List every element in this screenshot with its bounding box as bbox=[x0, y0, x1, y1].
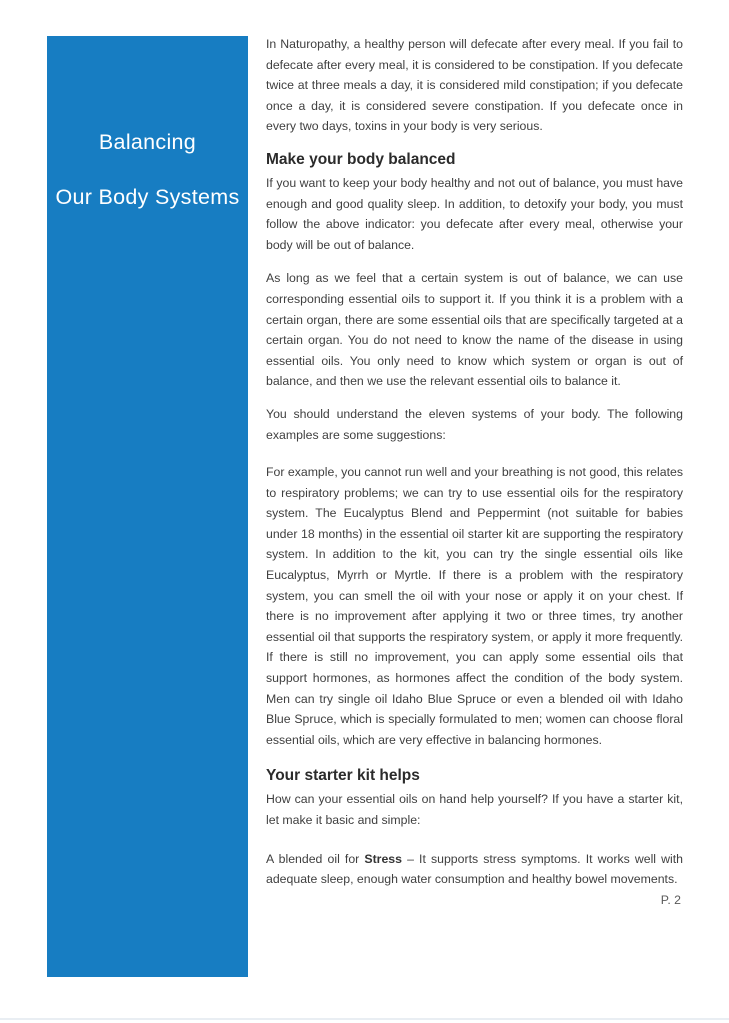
paragraph-respiratory-example: For example, you cannot run well and your breathing is not good, this relates to respiratory problems; we can try to use essential oils for the respiratory system. The Eucalyptus Blend and Peppermint (not suitable for babies under 18 months) in the essential oil starter kit are supporting the respiratory system. In addition to the kit, you can try the single essential oils like Eucalyptus, Myrrh or Myrtle. If there is a problem with the respiratory system, you can smell the oil with your nose or apply it on your chest. If there is no improvement after applying it two or three times, try another essential oil that supports the respiratory system, or apply it more frequently. If there is still no improvement, you can apply some essential oils that support hormones, as hormones affect the condition of the body system. Men can try single oil Idaho Blue Spruce or even a blended oil with Idaho Blue Spruce, which is specially formulated to men; women can choose floral essential oils, which are very effective in balancing hormones. bbox=[266, 465, 683, 747]
stress-blend-suffix: – It supports stress symptoms. It works well with adequate sleep, enough water consumption and healthy bowel movements. bbox=[266, 851, 684, 887]
doc-title-line-1: Balancing bbox=[98, 130, 197, 154]
doc-title-line-2: Our Body Systems bbox=[55, 185, 240, 209]
stress-keyword: Stress bbox=[364, 851, 402, 866]
paragraph-intro-constipation: In Naturopathy, a healthy person will defecate after every meal. If you fail to defecate after every meal, it is considered to be constipation. If you defecate twice at three meals a day, it is considered mild constipation; if you defecate once a day, it is considered severe constipation. If you defecate once in every two days, toxins in your body is very serious. bbox=[266, 37, 683, 134]
page-number: P. 2 bbox=[660, 892, 681, 907]
paragraph-system-out-of-balance: As long as we feel that a certain system is out of balance, we can use corresponding essential oils to support it. If you think it is a problem with a certain organ, there are some essential oils that are specifically targeted at a certain organ. You do not need to know the name of the disease in using essential oils. You only need to know which system or organ is out of balance, and then we use the relevant essential oils to balance it. bbox=[266, 271, 683, 389]
stress-blend-prefix: A blended oil for bbox=[266, 851, 365, 866]
paragraph-starter-kit-intro: How can your essential oils on hand help yourself? If you have a starter kit, let make it basic and simple: bbox=[266, 792, 683, 827]
paragraph-sleep-indicator: If you want to keep your body healthy and not out of balance, you must have enough and good quality sleep. In addition, to detoxify your body, you must follow the above indicator: you defecate after every meal, otherwise your body will be out of balance. bbox=[266, 175, 683, 252]
section-heading-make-your-body-balanced: Make your body balanced bbox=[266, 150, 456, 168]
section-heading-your-starter-kit-helps: Your starter kit helps bbox=[266, 767, 420, 785]
content-column bbox=[266, 34, 683, 909]
paragraph-stress-blend bbox=[266, 849, 683, 890]
sidebar-banner bbox=[47, 36, 248, 977]
paragraph-eleven-systems: You should understand the eleven systems of your body. The following examples are some suggestions: bbox=[266, 406, 683, 442]
footer-divider bbox=[0, 1018, 729, 1020]
